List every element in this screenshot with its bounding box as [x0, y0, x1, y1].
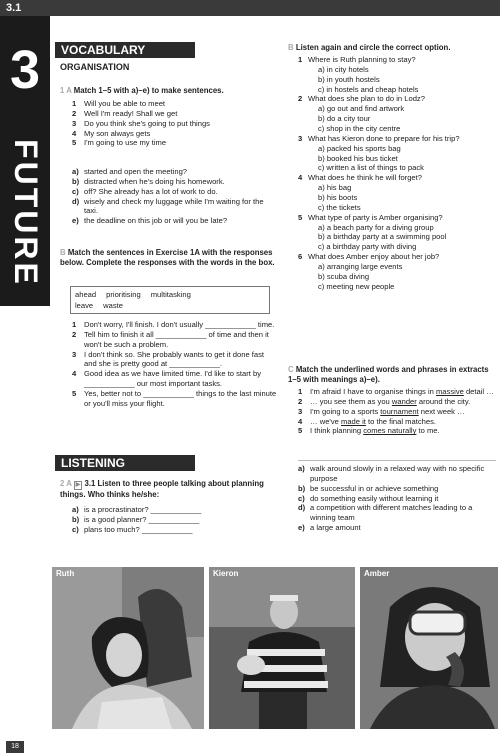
ex1a-option-item-text: started and open the meeting? [84, 167, 188, 176]
ex2b-option[interactable]: c) shop in the city centre [318, 124, 401, 134]
ex2c-meaning-item [298, 503, 496, 523]
ex2b-question-text: What does she plan to do in Lodz? [308, 94, 425, 104]
unit-number: 3.1 [6, 2, 22, 14]
ex1a-item-text: I'm going to use my time [84, 138, 167, 148]
ex2c-extract-text: detail … [463, 387, 494, 396]
ex2a-item-text: is a procrastinator? ____________ [84, 505, 202, 514]
ex2b-question [298, 134, 496, 173]
ex1b-item [72, 369, 277, 389]
ex1a-item-text: My son always gets [84, 128, 151, 138]
word-box-word: leave [75, 301, 94, 310]
ex1a-option-item [72, 177, 277, 187]
vocabulary-header: VOCABULARY [55, 42, 195, 58]
ex2b-question [298, 173, 496, 212]
ex2a-item-number: a) [72, 505, 79, 514]
ex1a-item-number: 1 [72, 99, 77, 108]
ex2c-meaning-item-number: c) [298, 493, 305, 503]
photo-amber-image [360, 567, 498, 729]
ex2b-option[interactable]: b) booked his bus ticket [318, 153, 398, 163]
ex1a-option-item-number: a) [72, 167, 79, 176]
unit-word [2, 128, 48, 298]
ex2b-question-text: What has Kieron done to prepare for his trip? [308, 133, 460, 143]
ex2b-option[interactable]: a) in city hotels [318, 64, 369, 74]
ex2b-question [298, 252, 496, 291]
ex2b-question-number: 3 [298, 133, 303, 143]
photo-ruth-caption: Ruth [56, 569, 75, 578]
ex1b-item [72, 320, 277, 330]
word-box-word: prioritising [106, 290, 141, 299]
ex2b-question-number: 6 [298, 252, 303, 262]
photo-kieron-caption: Kieron [213, 569, 239, 578]
ex1b-text: Match the sentences in Exercise 1A with the responses below. Complete the responses with the words in the box. [60, 248, 275, 267]
ex2c-extract-text: I'm going to a sports [310, 406, 381, 416]
ex2b-option[interactable]: a) packed his sports bag [318, 143, 401, 153]
ex2b-option[interactable]: a) a beach party for a diving group [318, 222, 434, 232]
ex1a-label: 1 A [60, 86, 72, 95]
photo-kieron [209, 567, 355, 729]
ex2b-option[interactable]: a) arranging large events [318, 262, 403, 272]
ex1a-item [72, 109, 277, 119]
ex1a-item-number: 2 [72, 108, 77, 118]
ex1a-option-item-number: d) [72, 196, 80, 206]
ex2c-extract-number: 2 [298, 396, 303, 406]
photo-kieron-image [209, 567, 355, 729]
ex1a-items [72, 99, 277, 148]
ex2c-extract-text: … you see them as you [310, 396, 392, 406]
ex2c-meaning-item-text: do something easily without learning it [310, 493, 439, 503]
listening-header: LISTENING [55, 455, 195, 471]
ex2c-extracts [298, 387, 496, 436]
word-box-word: waste [103, 301, 123, 310]
ex1a-item-text: Will you be able to meet [84, 99, 166, 108]
ex1a-item [72, 129, 277, 139]
ex2a-item [72, 505, 277, 515]
ex2c-meaning-item-text: be successful in or achieve something [310, 483, 439, 493]
unit-big-number: 3 [9, 40, 41, 100]
ex1a-item [72, 138, 277, 148]
ex1a-item-number: 4 [72, 128, 77, 138]
ex1a-option-item-number: e) [72, 216, 79, 226]
ex2b-option[interactable]: c) meeting new people [318, 281, 395, 291]
ex2a-item-number: c) [72, 524, 79, 534]
ex1a-option-item-text: the deadline on this job or will you be late? [84, 216, 228, 226]
ex1b-item-number: 4 [72, 369, 77, 379]
ex2a-track: 3.1 [84, 479, 96, 488]
ex1a-item-text: Well I'm ready! Shall we get [84, 108, 178, 118]
photo-ruth [52, 567, 204, 729]
ex2b-question [298, 94, 496, 133]
ex1a-options [72, 167, 277, 226]
ex2c-meaning-item-number: b) [298, 483, 306, 493]
ex1b-item-number: 2 [72, 329, 77, 339]
ex1a-item-number: 3 [72, 118, 77, 128]
ex1a-option-item [72, 167, 277, 177]
unit-word-text: FUTURE [7, 139, 44, 287]
ex2c-extract-text: … we've [310, 416, 341, 426]
ex2c-extract-text: to the final matches. [365, 416, 436, 426]
vocabulary-subtitle: ORGANISATION [60, 62, 130, 72]
ex2a-item-text: plans too much? ____________ [84, 524, 193, 534]
ex2b-question-number: 4 [298, 173, 303, 183]
ex2b-option[interactable]: c) written a list of things to pack [318, 163, 424, 173]
ex2a-instruction [60, 479, 275, 500]
word-box [70, 286, 270, 314]
ex1b-item-text: I don't think so. She probably wants to get it done fast and she is pretty good at ____________. [84, 349, 265, 369]
unit-sidebar [0, 16, 50, 306]
ex2b-option[interactable]: c) in hostels and cheap hotels [318, 84, 419, 94]
ex2c-label: C [288, 365, 294, 374]
ex1a-option-item-text: wisely and check my luggage while I'm waiting for the taxi. [84, 196, 264, 216]
ex1b-item-number: 3 [72, 349, 77, 359]
ex1b-item [72, 350, 277, 370]
ex2a-item-text: is a good planner? ____________ [84, 514, 200, 524]
ex2a-text: Listen to three people talking about planning things. Who thinks he/she: [60, 479, 264, 499]
ex1a-option-item-text: distracted when he's doing his homework. [84, 176, 225, 186]
ex2c-extract-text: I'm afraid I have to organise things in [310, 387, 436, 396]
ex2c-extract-text: around the city. [416, 396, 471, 406]
ex2b-option[interactable]: a) his bag [318, 183, 352, 193]
ex2c-meaning-item [298, 464, 496, 484]
top-bar [0, 0, 500, 16]
ex2b-label: B [288, 43, 294, 52]
ex2c-extract [298, 387, 496, 397]
ex2c-text: Match the underlined words and phrases in extracts 1–5 with meanings a)–e). [288, 365, 489, 384]
ex1b-item-text: Tell him to finish it all ____________ of time and then it won't be such a problem. [84, 329, 269, 349]
ex1a-item-text: Do you think she's going to put things [84, 118, 210, 128]
ex1a-option-item-text: off? She already has a lot of work to do. [84, 186, 218, 196]
divider [298, 460, 496, 461]
ex2c-meaning-item [298, 523, 496, 533]
ex1b-item-text: Don't worry, I'll finish. I don't usually ____________ time. [84, 320, 275, 329]
ex2c-meaning-item-number: a) [298, 464, 305, 473]
ex2c-meanings [298, 464, 496, 533]
ex2c-extract-number: 1 [298, 387, 303, 396]
ex1a-option-item [72, 197, 277, 217]
ex2c-extract-number: 3 [298, 406, 303, 416]
ex2b-option[interactable]: c) a birthday party with diving [318, 242, 417, 252]
ex2c-meaning-item [298, 494, 496, 504]
ex2c-meaning-item [298, 484, 496, 494]
ex1b-item [72, 389, 277, 409]
ex2c-instruction [288, 365, 496, 385]
ex2b-question-text: Where is Ruth planning to stay? [308, 55, 416, 64]
ex2c-meaning-item-text: a competition with different matches leading to a winning team [310, 503, 473, 523]
ex1b-item-text: Good idea as we have limited time. I'd like to start by ____________ our most important tasks. [84, 369, 262, 389]
ex2b-option[interactable]: a) go out and find artwork [318, 104, 405, 114]
ex1b-item-number: 5 [72, 389, 77, 399]
ex2c-meaning-item-text: a large amount [310, 523, 361, 533]
ex2b-questions [298, 55, 496, 292]
ex2c-underlined-phrase: wander [391, 396, 417, 406]
ex2c-underlined-phrase: comes naturally [363, 426, 417, 436]
ex2b-option[interactable]: b) in youth hostels [318, 74, 380, 84]
ex1b-label: B [60, 248, 66, 257]
ex1a-item-number: 5 [72, 138, 77, 148]
ex2c-meaning-item-number: e) [298, 523, 305, 533]
ex1a-text: Match 1–5 with a)–e) to make sentences. [73, 86, 224, 95]
ex2c-extract [298, 397, 496, 407]
ex1a-option-item-number: b) [72, 176, 80, 186]
ex1a-option-item [72, 216, 277, 226]
ex2a-item [72, 515, 277, 525]
word-box-word: ahead [75, 290, 97, 299]
ex2a-item-number: b) [72, 514, 80, 524]
ex2b-option[interactable]: b) do a city tour [318, 114, 371, 124]
photo-amber [360, 567, 498, 729]
ex2c-extract-text: I think planning [310, 426, 364, 436]
ex2b-text: Listen again and circle the correct option. [295, 43, 451, 52]
ex2c-extract-text: next week … [418, 406, 465, 416]
ex2c-extract-number: 4 [298, 416, 303, 426]
ex2c-extract-text: to me. [416, 426, 440, 436]
ex2c-extract [298, 417, 496, 427]
ex2c-underlined-phrase: massive [435, 387, 464, 396]
ex2b-instruction [288, 43, 496, 53]
ex1b-item [72, 330, 277, 350]
page-number: 18 [6, 741, 24, 753]
ex1b-items [72, 320, 277, 409]
ex1a-item [72, 99, 277, 109]
ex1a-instruction [60, 86, 275, 96]
ex1b-item-number: 1 [72, 320, 77, 329]
ex2c-meaning-item-text: walk around slowly in a relaxed way with no specific purpose [310, 464, 485, 483]
ex1b-instruction [60, 248, 275, 268]
ex1a-item [72, 119, 277, 129]
ex2b-question-text: What does he think he will forget? [308, 173, 422, 183]
ex1b-item-text: Yes, better not to ____________ things to the last minute or you'll miss your flight. [84, 389, 277, 408]
ex2a-label: 2 A [60, 479, 72, 488]
ex2b-question-number: 1 [298, 55, 303, 64]
ex2b-question-text: What type of party is Amber organising? [308, 212, 443, 222]
word-box-word: multitasking [150, 290, 191, 299]
ex2b-question [298, 213, 496, 252]
ex2c-extract-number: 5 [298, 426, 303, 436]
ex2b-option[interactable]: b) a birthday party at a swimming pool [318, 232, 447, 242]
ex2b-question [298, 55, 496, 94]
photo-amber-caption: Amber [364, 569, 390, 578]
ex2b-option[interactable]: b) scuba diving [318, 271, 370, 281]
ex2b-option[interactable]: c) the tickets [318, 202, 361, 212]
ex2c-extract [298, 426, 496, 436]
ex2b-option[interactable]: b) his boots [318, 193, 358, 203]
ex1a-option-item-number: c) [72, 186, 79, 196]
ex2b-question-number: 2 [298, 94, 303, 104]
ex2c-meaning-item-number: d) [298, 503, 306, 513]
audio-icon[interactable]: ▶ [75, 482, 81, 488]
photo-ruth-image [52, 567, 204, 729]
ex2c-extract [298, 407, 496, 417]
ex2c-underlined-phrase: tournament [380, 406, 419, 416]
ex2b-question-number: 5 [298, 212, 303, 222]
ex2a-item [72, 525, 277, 535]
ex1a-option-item [72, 187, 277, 197]
ex2a-items [72, 505, 277, 535]
ex2c-underlined-phrase: made it [341, 416, 366, 426]
ex2b-question-text: What does Amber enjoy about her job? [308, 252, 440, 262]
